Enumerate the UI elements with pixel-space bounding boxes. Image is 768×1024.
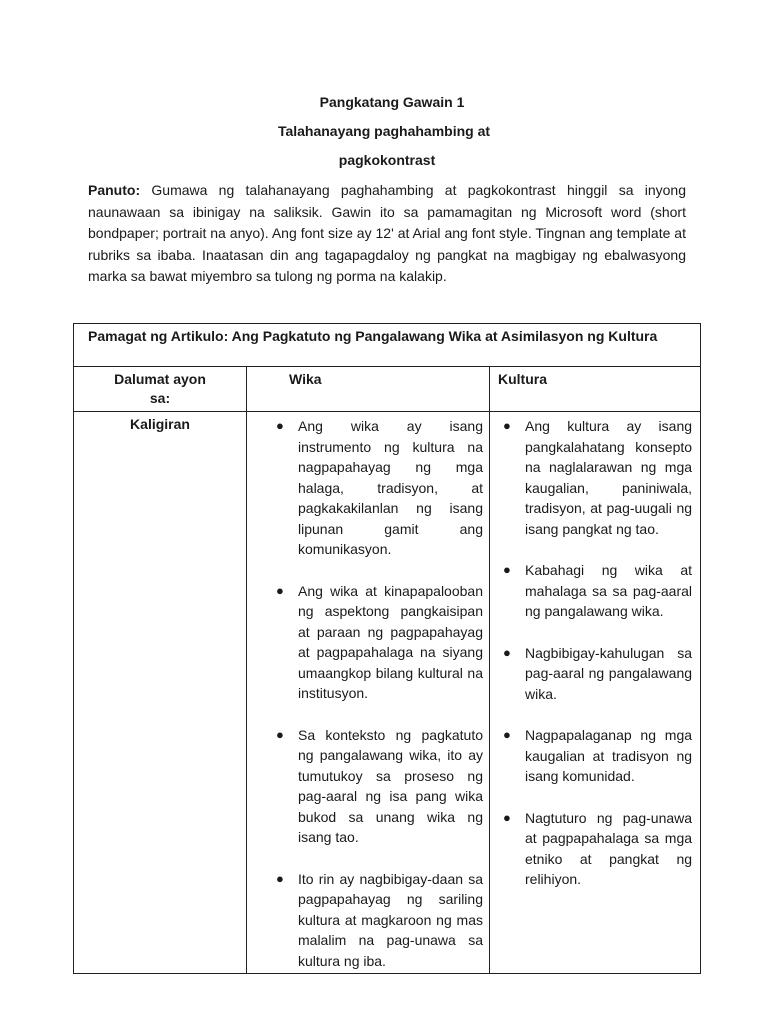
- list-item: [276, 581, 483, 704]
- activity-title: Pangkatang Gawain 1: [319, 94, 465, 110]
- instructions-label: Panuto:: [88, 182, 141, 198]
- list-item-text: Kabahagi ng wika at mahalaga sa sa pag-aaral ng pangalawang wika.: [525, 562, 693, 619]
- bullet-icon: ●: [276, 582, 284, 598]
- list-item-text: Sa konteksto ng pagkatuto ng pangalawang wika, ito ay tumutukoy sa proseso ng pag-aaral ng isa pang wika bukod sa unang wika ng isang tao.: [298, 726, 483, 845]
- article-title-cell: Pamagat ng Artikulo: Ang Pagkatuto ng Pangalawang Wika at Asimilasyon ng Kultura: [74, 324, 701, 367]
- row-label-kaligiran: Kaligiran: [74, 412, 247, 974]
- header-wika: Wika: [247, 367, 490, 412]
- header-kultura: Kultura: [490, 367, 701, 412]
- list-item: [503, 643, 693, 705]
- wika-bullet-list: [276, 416, 483, 971]
- list-item-text: Ang wika ay isang instrumento ng kultura na nagpapahayag ng mga halaga, tradisyon, at pagkakakilanlan ng isang lipunan gamit ang komunikasyon.: [298, 418, 483, 557]
- list-item: [276, 416, 483, 560]
- header-dalumat: [74, 367, 247, 412]
- comparison-table: [73, 323, 701, 974]
- bullet-icon: ●: [503, 562, 511, 577]
- list-item: [503, 725, 693, 787]
- list-item: [503, 808, 693, 890]
- article-title-row: [74, 324, 701, 367]
- list-item-text: Nagpapalaganap ng mga kaugalian at tradisyon ng isang komunidad.: [525, 727, 693, 784]
- list-item-text: Ang kultura ay isang pangkalahatang konsepto na naglalarawan ng mga kaugalian, paniniwala, tradisyon, at pag-uugali ng isang pangkat ng tao.: [525, 418, 693, 537]
- list-item: [276, 869, 483, 972]
- bullet-icon: ●: [503, 727, 511, 742]
- bullet-icon: ●: [503, 809, 511, 825]
- list-item-text: Nagbibigay-kahulugan sa pag-aaral ng pangalawang wika.: [525, 644, 693, 702]
- list-item-text: Ito rin ay nagbibigay-daan sa pagpapahayag ng sariling kultura at magkaroon ng mas malalim na pag-unawa sa kultura ng iba.: [298, 870, 483, 969]
- bullet-icon: ●: [276, 870, 284, 886]
- bullet-icon: ●: [503, 418, 511, 433]
- instructions-text: Gumawa ng talahanayang paghahambing at pagkokontrast hinggil sa inyong naunawaan sa ibinigay na saliksik. Gawin ito sa pamamagitan ng Microsoft word (short bondpaper; portrait na anyo). Ang font size ay 12' at Arial ang font style. Tingnan ang template at rubriks sa ibaba. Inaatasan din ang tagapagdaloy ng pangkat na magbigay ng ebalwasyong marka sa bawat miyembro sa tulong ng porma na kalakip.: [88, 182, 687, 284]
- list-item: [503, 416, 693, 539]
- wika-cell: [247, 412, 490, 974]
- table-row: [74, 412, 701, 974]
- document-subtitle-line1: Talahanayang paghahambing at: [277, 123, 491, 139]
- kultura-bullet-list: [503, 416, 693, 890]
- list-item: [503, 560, 693, 622]
- header-dalumat-label: Dalumat ayon sa:: [114, 371, 206, 406]
- list-item-text: Ang wika at kinapapalooban ng aspektong pangkaisipan at paraan ng pagpapahayag at pagpapahalaga na siyang umaangkop bilang kultural na institusyon.: [298, 582, 483, 701]
- header-row: [74, 367, 701, 412]
- kultura-cell: [490, 412, 701, 974]
- list-item: [276, 725, 483, 848]
- document-subtitle-line2: pagkokontrast: [338, 152, 436, 168]
- bullet-icon: ●: [276, 418, 284, 433]
- bullet-icon: ●: [503, 644, 511, 660]
- list-item-text: Nagtuturo ng pag-unawa at pagpapahalaga sa mga etniko at pangkat ng relihiyon.: [525, 809, 693, 887]
- bullet-icon: ●: [276, 726, 284, 742]
- instructions-paragraph: [88, 180, 686, 288]
